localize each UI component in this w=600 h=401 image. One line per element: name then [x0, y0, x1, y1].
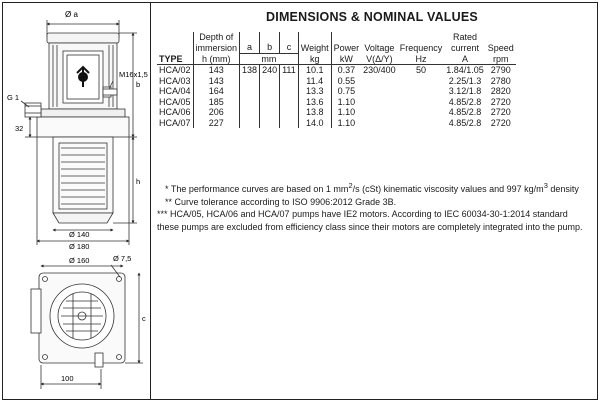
- cell-a: [240, 97, 260, 108]
- cell-type: HCA/04: [157, 86, 193, 97]
- frame-divider: [150, 2, 151, 399]
- cell-power: 1.10: [337, 117, 356, 128]
- header-a: a: [240, 32, 260, 53]
- cell-weight: 13.3: [298, 86, 331, 97]
- dim-32-label: 32: [15, 124, 24, 133]
- cell-frequency: [398, 76, 445, 87]
- cell-a: [240, 76, 260, 87]
- cell-weight: 10.1: [298, 65, 331, 76]
- footnote-1-sup1: 2: [348, 181, 353, 190]
- cell-voltage: 230/400: [363, 65, 396, 75]
- cell-c: [280, 86, 299, 97]
- cell-frequency: 50: [415, 65, 426, 75]
- dim-140-label: Ø 140: [69, 230, 90, 239]
- cell-weight: 13.8: [298, 107, 331, 118]
- header-power: Power: [333, 42, 360, 53]
- cell-depth: 206: [193, 107, 240, 118]
- unit-power: kW: [331, 53, 361, 65]
- unit-dims: mm: [240, 53, 299, 65]
- cell-weight: 14.0: [298, 118, 331, 129]
- cell-frequency: [398, 118, 445, 129]
- cell-current: 4.85/2.8: [448, 96, 482, 107]
- cell-speed: 2780: [490, 75, 511, 86]
- cell-frequency: [398, 107, 445, 118]
- footnotes: [157, 180, 589, 233]
- unit-depth: h (mm): [193, 53, 240, 65]
- header-current-line2: current: [451, 42, 480, 53]
- dim-100-label: 100: [61, 374, 74, 383]
- unit-voltage: V(Δ/Y): [361, 53, 398, 65]
- cell-speed: 2820: [490, 86, 511, 96]
- dim-c-label: c: [142, 314, 146, 323]
- cell-c: 111: [280, 65, 299, 76]
- cell-type: HCA/05: [157, 97, 193, 108]
- cell-a: [240, 86, 260, 97]
- cell-voltage: [361, 86, 398, 97]
- cell-depth: 185: [193, 97, 240, 108]
- dim-7-5-label: Ø 7,5: [113, 254, 132, 263]
- unit-speed: rpm: [486, 53, 516, 65]
- cell-speed: 2720: [490, 107, 511, 117]
- cell-voltage: [361, 97, 398, 108]
- header-current-line1: Rated: [452, 32, 478, 42]
- cell-speed: 2790: [490, 65, 511, 75]
- pump-drawing: [3, 3, 150, 397]
- cell-weight: 11.4: [298, 76, 331, 87]
- cell-depth: 143: [193, 76, 240, 87]
- cell-b: [260, 107, 280, 118]
- table-row: [157, 65, 516, 76]
- cell-b: [260, 86, 280, 97]
- cell-c: [280, 107, 299, 118]
- cell-type: HCA/03: [157, 76, 193, 87]
- unit-weight: kg: [298, 53, 331, 65]
- unit-current: A: [444, 53, 486, 65]
- cell-type: HCA/07: [157, 118, 193, 129]
- cell-depth: 143: [193, 65, 240, 76]
- cell-voltage: [361, 76, 398, 87]
- header-b: b: [260, 32, 280, 53]
- cell-speed: 2720: [490, 117, 511, 128]
- cell-current: 2.25/1.3: [448, 75, 482, 86]
- cell-b: 240: [260, 65, 280, 76]
- dim-m16-label: M16x1,5: [119, 70, 148, 79]
- header-frequency: Frequency: [399, 42, 443, 53]
- dim-g1-label: G 1: [7, 93, 20, 102]
- header-voltage: Voltage: [364, 42, 395, 53]
- cell-weight: 13.6: [298, 97, 331, 108]
- header-speed: Speed: [487, 42, 514, 53]
- header-depth-line1: Depth of: [199, 32, 234, 42]
- footnote-2: ** Curve tolerance according to ISO 9906:2012 Grade 3B.: [165, 196, 397, 207]
- cell-c: [280, 118, 299, 129]
- header-current: [444, 32, 486, 53]
- cell-frequency: [398, 97, 445, 108]
- nominal-values-table: [157, 32, 516, 128]
- cell-speed: 2720: [490, 96, 511, 107]
- dim-a-label: Ø a: [65, 10, 78, 19]
- dim-h-label: h: [136, 177, 141, 186]
- cell-depth: 227: [193, 118, 240, 129]
- cell-b: [260, 76, 280, 87]
- cell-current: 4.85/2.8: [448, 107, 482, 117]
- table-row: [157, 97, 516, 108]
- cell-a: [240, 107, 260, 118]
- table-row: [157, 86, 516, 97]
- table-unit-row: [157, 53, 516, 65]
- cell-c: [280, 76, 299, 87]
- header-weight: Weight: [298, 32, 331, 53]
- page-title: DIMENSIONS & NOMINAL VALUES: [266, 10, 478, 24]
- header-c: c: [280, 32, 299, 53]
- cell-a: 138: [240, 65, 260, 76]
- cell-c: [280, 97, 299, 108]
- cell-power: 1.10: [337, 96, 356, 107]
- cell-power: 0.37: [337, 65, 356, 75]
- table-row: [157, 118, 516, 129]
- cell-a: [240, 118, 260, 129]
- footnote-1-suffix: density: [547, 184, 579, 194]
- cell-voltage: [361, 118, 398, 129]
- cell-voltage: [361, 107, 398, 118]
- footnote-1-prefix: * The performance curves are based on 1 mm: [165, 184, 349, 194]
- header-depth-line2: immersion: [195, 42, 238, 53]
- dim-180-label: Ø 180: [69, 242, 90, 251]
- footnote-1-sup2: 3: [543, 181, 548, 190]
- footnote-3: *** HCA/05, HCA/06 and HCA/07 pumps have IE2 motors. According to IEC 60034-30-1:2014 standard these pumps are excluded from efficiency class since their motors are completely integrated into the pump.: [157, 209, 583, 232]
- header-type-spacer: TYPE: [157, 32, 193, 65]
- cell-power: 0.75: [337, 86, 356, 96]
- cell-current: 1.84/1.05: [446, 65, 484, 75]
- cell-frequency: [398, 86, 445, 97]
- cell-power: 1.10: [337, 107, 356, 117]
- table-row: [157, 76, 516, 87]
- cell-depth: 164: [193, 86, 240, 97]
- cell-type: HCA/06: [157, 107, 193, 118]
- header-depth: [193, 32, 240, 53]
- dim-160-label: Ø 160: [69, 256, 90, 265]
- dim-b-label: b: [136, 80, 141, 89]
- footnote-1-mid: /s (cSt) kinematic viscosity values and 997 kg/m: [352, 184, 544, 194]
- unit-frequency: Hz: [398, 53, 445, 65]
- footnote-1: [157, 180, 589, 196]
- table-row: [157, 107, 516, 118]
- cell-b: [260, 118, 280, 129]
- cell-type: HCA/02: [157, 65, 193, 76]
- cell-b: [260, 97, 280, 108]
- cell-power: 0.55: [337, 75, 356, 86]
- cell-current: 3.12/1.8: [448, 86, 482, 96]
- cell-current: 4.85/2.8: [448, 117, 482, 128]
- table-header-row: [157, 32, 516, 53]
